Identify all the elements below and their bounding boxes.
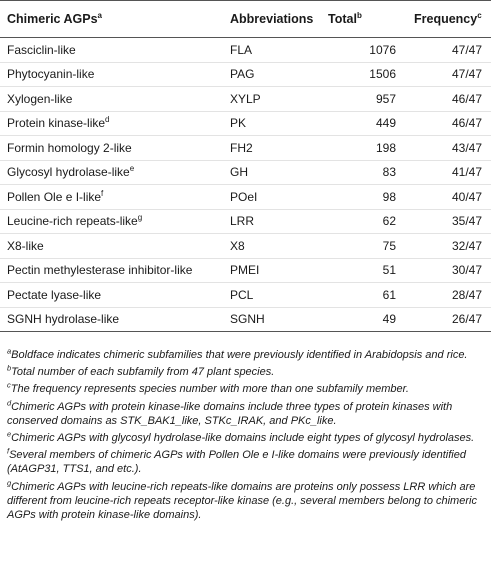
cell-total: 83: [328, 160, 414, 185]
cell-name-text: Leucine-rich repeats-like: [7, 214, 138, 229]
cell-abbr: PCL: [230, 283, 328, 308]
cell-name: [0, 38, 230, 63]
cell-frequency: 32/47: [414, 234, 491, 259]
footnote-text: Several members of chimeric AGPs with Pollen Ole e I-like domains were previously identified (AtAGP31, TTS1, and etc.).: [7, 449, 466, 476]
cell-frequency: 43/47: [414, 136, 491, 161]
cell-abbr: PMEI: [230, 258, 328, 283]
footnote-mark: b: [7, 363, 12, 373]
footnote: [7, 397, 483, 428]
header-chimeric-agps-label: Chimeric AGPs: [7, 12, 98, 26]
cell-name-sup: e: [129, 164, 135, 174]
cell-abbr: PK: [230, 111, 328, 136]
cell-name: [0, 62, 230, 87]
footnote: [7, 431, 483, 445]
footnote-mark: g: [7, 477, 12, 487]
table-row: [0, 111, 491, 136]
cell-total: 49: [328, 307, 414, 332]
header-abbreviations: [230, 1, 328, 38]
cell-abbr: GH: [230, 160, 328, 185]
table-row: [0, 307, 491, 332]
table-row: [0, 283, 491, 308]
cell-name-text: Xylogen-like: [7, 91, 73, 106]
header-chimeric-agps-sup: a: [97, 10, 102, 20]
cell-abbr: FLA: [230, 38, 328, 63]
footnote-text: The frequency represents species number with more than one subfamily member.: [10, 383, 409, 396]
cell-frequency: 28/47: [414, 283, 491, 308]
footnote-text: Chimeric AGPs with leucine-rich repeats-like domains are proteins only possess LRR which are different from leucine-rich repeats receptor-like kinase (e.g., several members belong to chimeric AGPs with protein kinase-like domains).: [7, 480, 477, 522]
table-row: [0, 258, 491, 283]
cell-abbr: FH2: [230, 136, 328, 161]
footnote-mark: c: [7, 380, 11, 390]
cell-name-text: SGNH hydrolase-like: [7, 312, 120, 327]
table-row: [0, 185, 491, 210]
footnote: [7, 382, 483, 396]
cell-name-text: Pollen Ole e I-like: [7, 189, 102, 204]
header-total-label: Total: [328, 12, 357, 26]
cell-frequency: 47/47: [414, 38, 491, 63]
table-row: [0, 209, 491, 234]
footnote-text: Chimeric AGPs with glycosyl hydrolase-like domains include eight types of glycosyl hydrolases.: [11, 432, 475, 445]
cell-abbr: X8: [230, 234, 328, 259]
cell-name-text: Formin homology 2-like: [7, 140, 132, 155]
cell-abbr: POeI: [230, 185, 328, 210]
cell-frequency: 46/47: [414, 87, 491, 112]
cell-name: [0, 185, 230, 210]
footnote-text: Chimeric AGPs with protein kinase-like domains include three types of protein kinases with conserved domains as STK_BAK1_like, STKc_IRAK, and PKc_like.: [7, 400, 453, 427]
cell-abbr: SGNH: [230, 307, 328, 332]
header-chimeric-agps: [0, 1, 230, 38]
header-frequency-sup: c: [477, 10, 482, 20]
cell-name: [0, 87, 230, 112]
header-abbreviations-label: Abbreviations: [230, 12, 314, 26]
cell-name-text: Glycosyl hydrolase-like: [7, 165, 130, 180]
cell-frequency: 41/47: [414, 160, 491, 185]
table-row: [0, 160, 491, 185]
footnote-mark: d: [7, 397, 12, 407]
cell-frequency: 40/47: [414, 185, 491, 210]
cell-abbr: PAG: [230, 62, 328, 87]
cell-name-sup: d: [105, 115, 110, 125]
cell-name: [0, 307, 230, 332]
cell-abbr: XYLP: [230, 87, 328, 112]
footnote: [7, 348, 483, 362]
cell-name-text: Pectate lyase-like: [7, 287, 102, 302]
footnote-text: Boldface indicates chimeric subfamilies that were previously identified in Arabidopsis and rice.: [11, 349, 468, 361]
cell-name-sup: g: [137, 213, 143, 223]
cell-name: [0, 258, 230, 283]
cell-total: 198: [328, 136, 414, 161]
header-total-sup: b: [356, 10, 362, 20]
table-header-row: [0, 1, 491, 38]
table-row: [0, 62, 491, 87]
footnote: [7, 365, 483, 379]
cell-total: 449: [328, 111, 414, 136]
cell-total: 62: [328, 209, 414, 234]
cell-name-text: Fasciclin-like: [7, 42, 76, 57]
cell-name: [0, 234, 230, 259]
cell-name-sup: f: [101, 188, 104, 198]
cell-total: 1506: [328, 62, 414, 87]
cell-frequency: 35/47: [414, 209, 491, 234]
cell-abbr: LRR: [230, 209, 328, 234]
cell-total: 957: [328, 87, 414, 112]
footnote: [7, 448, 483, 476]
cell-frequency: 26/47: [414, 307, 491, 332]
footnote: [7, 477, 483, 523]
cell-name-text: Pectin methylesterase inhibitor-like: [7, 263, 193, 278]
cell-total: 75: [328, 234, 414, 259]
cell-name-text: Protein kinase-like: [7, 116, 106, 131]
header-frequency-label: Frequency: [414, 12, 478, 26]
header-frequency: [414, 1, 491, 38]
table-footnotes: [7, 348, 483, 525]
cell-name-text: Phytocyanin-like: [7, 67, 95, 82]
cell-total: 1076: [328, 38, 414, 63]
cell-total: 98: [328, 185, 414, 210]
cell-name: [0, 160, 230, 185]
cell-total: 61: [328, 283, 414, 308]
cell-name: [0, 283, 230, 308]
footnote-mark: f: [7, 446, 10, 456]
table-row: [0, 136, 491, 161]
cell-frequency: 47/47: [414, 62, 491, 87]
footnote-mark: e: [7, 429, 12, 439]
footnote-text: Total number of each subfamily from 47 plant species.: [11, 366, 275, 379]
cell-total: 51: [328, 258, 414, 283]
cell-frequency: 30/47: [414, 258, 491, 283]
table-row: [0, 234, 491, 259]
cell-name-text: X8-like: [7, 238, 44, 253]
footnote-mark: a: [7, 346, 12, 356]
cell-name: [0, 209, 230, 234]
header-total: [328, 1, 414, 38]
cell-name: [0, 136, 230, 161]
cell-name: [0, 111, 230, 136]
cell-frequency: 46/47: [414, 111, 491, 136]
table-row: [0, 87, 491, 112]
table-row: [0, 38, 491, 63]
